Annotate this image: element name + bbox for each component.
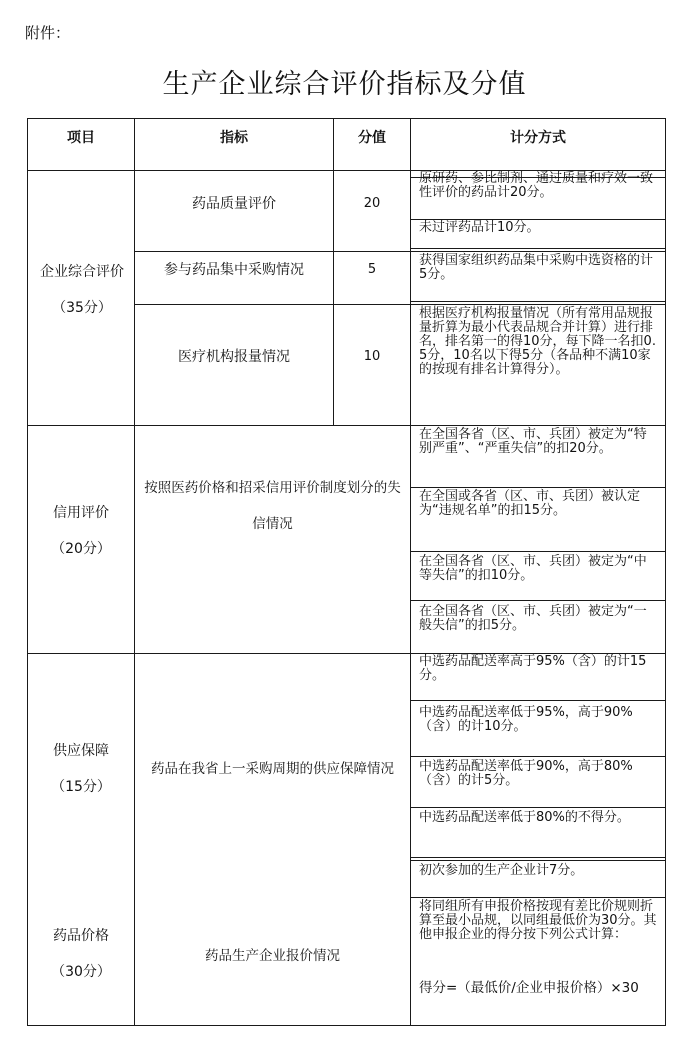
project-supply-guarantee: 供应保障 xyxy=(53,743,109,759)
score-medical-institution-volume: 10 xyxy=(363,349,381,364)
column-header-score: 分值 xyxy=(358,130,386,146)
rule-credit-severe: 在全国各省（区、市、兵团）被定为“特别严重”、“严重失信”的扣20分。 xyxy=(419,427,647,456)
rule-supply-below-80: 中选药品配送率低于80%的不得分。 xyxy=(419,810,630,825)
project-credit-evaluation: 信用评价 xyxy=(53,505,109,521)
rule-drug-quality-passed: 原研药、参比制剂、通过质量和疗效一致性评价的药品计20分。 xyxy=(419,171,654,200)
indicator-drug-quality: 药品质量评价 xyxy=(192,196,276,212)
rule-supply-80-90: 中选药品配送率低于90%，高于80%（含）的计5分。 xyxy=(419,759,633,788)
rule-supply-first-time: 初次参加的生产企业计7分。 xyxy=(419,863,584,878)
indicator-price: 药品生产企业报价情况 xyxy=(205,948,340,964)
rule-price-formula: 得分=（最低价/企业申报价格）×30 xyxy=(419,980,639,996)
project-price-score: （30分） xyxy=(51,964,111,980)
attachment-label: 附件： xyxy=(25,24,71,42)
rule-credit-general: 在全国各省（区、市、兵团）被定为“一般失信”的扣5分。 xyxy=(419,604,647,633)
rule-price-method: 将同组所有申报价格按现有差比价规则折算至最小品规，以同组最低价为30分。其他申报企业的得分按下列公式计算： xyxy=(419,899,657,942)
page-title: 生产企业综合评价指标及分值 xyxy=(162,69,527,100)
project-enterprise-evaluation: 企业综合评价（35分） xyxy=(40,264,124,316)
rule-credit-violation-list: 在全国或各省（区、市、兵团）被认定为“违规名单”的扣15分。 xyxy=(419,489,641,518)
score-drug-quality: 20 xyxy=(363,196,381,211)
rule-supply-above-95: 中选药品配送率高于95%（含）的计15分。 xyxy=(419,654,647,683)
column-header-project: 项目 xyxy=(67,130,95,146)
rule-credit-moderate: 在全国各省（区、市、兵团）被定为“中等失信”的扣10分。 xyxy=(419,554,647,583)
project-credit-score: （20分） xyxy=(51,541,111,557)
project-drug-price: 药品价格 xyxy=(53,928,109,944)
rule-supply-90-95: 中选药品配送率低于95%，高于90%（含）的计10分。 xyxy=(419,705,633,734)
indicator-medical-institution-volume: 医疗机构报量情况 xyxy=(178,349,290,365)
indicator-credit: 按照医药价格和招采信用评价制度划分的失信情况 xyxy=(144,480,401,532)
rule-medical-institution-volume: 根据医疗机构报量情况（所有常用品规报量折算为最小代表品规合并计算）进行排名，排名第一的得10分，每下降一名扣0.5分，10名以下得5分（各品种不满10家的按现有排名计算得分）。 xyxy=(419,306,656,377)
rule-drug-quality-not-passed: 未过评药品计10分。 xyxy=(419,220,540,235)
project-supply-score: （15分） xyxy=(51,779,111,795)
indicator-centralized-procurement: 参与药品集中采购情况 xyxy=(164,262,304,278)
column-header-scoring-method: 计分方式 xyxy=(510,130,566,146)
score-centralized-procurement: 5 xyxy=(367,262,377,277)
indicator-supply: 药品在我省上一采购周期的供应保障情况 xyxy=(151,761,394,777)
column-header-indicator: 指标 xyxy=(220,130,248,146)
rule-centralized-procurement: 获得国家组织药品集中采购中选资格的计5分。 xyxy=(419,253,654,282)
